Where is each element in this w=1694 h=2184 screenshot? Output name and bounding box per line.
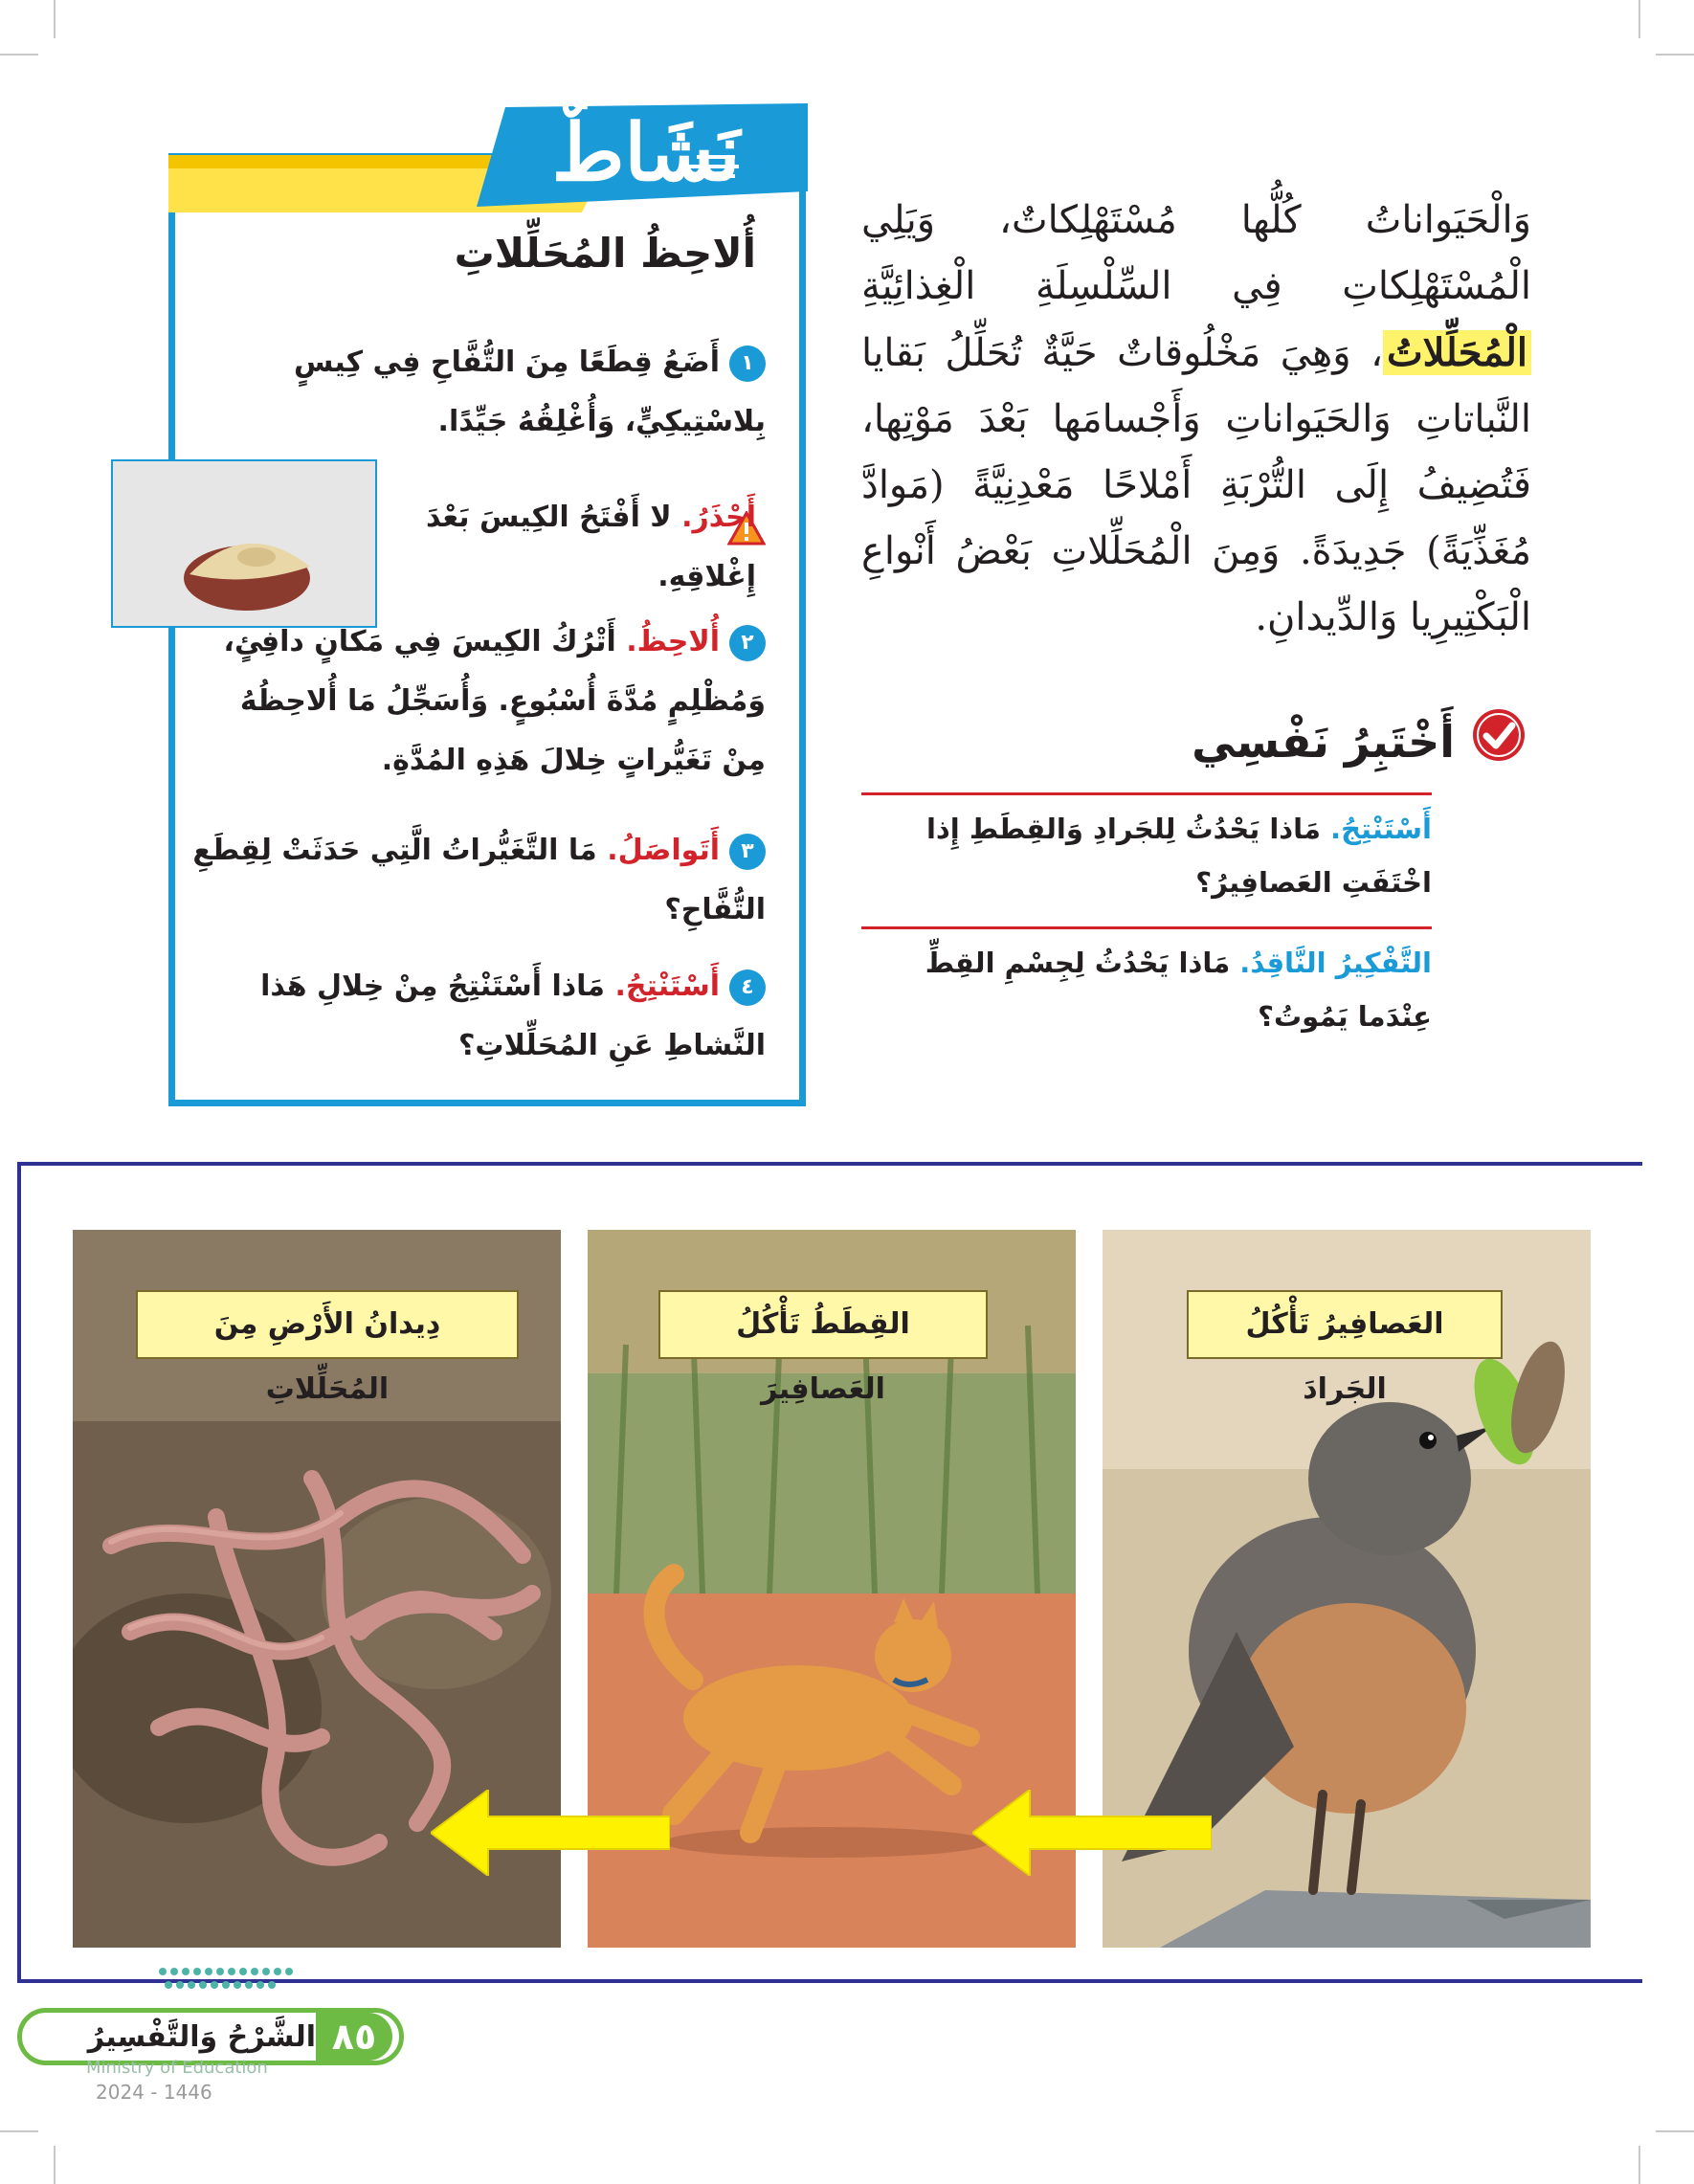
activity-step-3 [191, 821, 766, 940]
crop-mark [1656, 2130, 1694, 2132]
paragraph-text-end: ، وَهِيَ مَخْلُوقاتٌ حَيَّةٌ تُحَلِّلُ بَقايا النَّباتاتِ وَالحَيَواناتِ وَأَجْسامَها بَعْدَ مَوْتِها، فَتُضِيفُ إِلَى التُّرْبَةِ أَمْلاحًا مَعْدِنِيَّةً (مَوادَّ مُغَذِّيَةً) جَدِيدَةً. وَمِنَ الْمُحَلِّلاتِ بَعْضُ أَنْواعِ الْبَكْتِيرِيا وَالدِّيدانِ. [861, 331, 1531, 639]
activity-step-2 [191, 613, 766, 791]
warning-keyword: أَحْذَرُ. [681, 501, 756, 534]
crop-mark [54, 2146, 56, 2184]
activity-heading: أُلاحِظُ المُحَلِّلاتِ [454, 230, 756, 277]
apple-bag-photo [111, 459, 377, 628]
test-yourself-heading: أَخْتَبِرُ نَفْسِي [1192, 716, 1455, 768]
step-text: مَا التَّغَيُّراتُ الَّتِي حَدَثَتْ لِقِطَعِ التُّفَّاحِ؟ [192, 834, 766, 926]
crop-mark [0, 54, 38, 56]
warning-text [392, 488, 756, 607]
crop-mark [1656, 54, 1694, 56]
footer-year: 2024 - 1446 [96, 2081, 212, 2104]
step-keyword: أُلاحِظُ. [626, 625, 720, 658]
ministry-brand-text: Ministry of Education [86, 2058, 268, 2078]
test-question-2 [861, 936, 1432, 1043]
warning-body: لا أَفْتَحُ الكِيسَ بَعْدَ إِغْلاقِهِ. [426, 501, 756, 593]
main-paragraph [861, 188, 1531, 651]
step-text: مَاذا أَسْتَنْتِجُ مِنْ خِلالِ هَذا النَّشاطِ عَنِ المُحَلِّلاتِ؟ [260, 969, 766, 1062]
step-keyword: أَسْتَنْتِجُ. [614, 969, 720, 1003]
step-text: أَتْرُكُ الكِيسَ فِي مَكانٍ دافِئٍ، وَمُظْلِمٍ مُدَّةَ أُسْبُوعٍ. وَأُسَجِّلُ مَا أُلاحِظُهُ مِنْ تَغَيُّراتٍ خِلالَ هَذِهِ المُدَّةِ. [223, 625, 766, 777]
step-number-badge: ١ [729, 345, 766, 382]
activity-step-4 [191, 957, 766, 1076]
crop-mark [0, 2130, 38, 2132]
highlighted-term: الْمُحَلِّلاتُ [1383, 330, 1531, 375]
crop-mark [1638, 0, 1640, 38]
arrow-left-icon [431, 1790, 670, 1876]
step-keyword: أَتَواصَلُ. [607, 834, 720, 867]
step-text: أَضَعُ قِطَعًا مِنَ التُّفَّاحِ فِي كِيسٍ بِلاسْتِيكِيٍّ، وَأُغْلِقُهُ جَيِّدًا. [294, 345, 766, 438]
footer-section-label: الشَّرْحُ وَالتَّفْسِيرُ [87, 2020, 316, 2054]
activity-title: نَشَاطٌ [551, 107, 741, 199]
crop-mark [54, 0, 56, 38]
divider [861, 926, 1432, 929]
photo-caption-bird: العَصافِيرُ تَأْكُلُ الجَرادَ [1187, 1290, 1503, 1359]
step-number-badge: ٤ [729, 969, 766, 1006]
photo-frame-left [17, 1162, 21, 1983]
step-number-badge: ٣ [729, 834, 766, 870]
test-question-1 [861, 802, 1432, 909]
photo-frame-top [17, 1162, 1642, 1166]
question-keyword: أَسْتَنْتِجُ. [1330, 813, 1432, 845]
divider [861, 792, 1432, 795]
apple-slice-image [113, 461, 375, 626]
question-keyword: التَّفْكِيرُ النَّاقِدُ. [1239, 947, 1432, 979]
crop-mark [1638, 2146, 1640, 2184]
page-number: ٨٥ [316, 2013, 392, 2061]
activity-step-1 [191, 333, 766, 452]
ministry-logo-icon [153, 1962, 335, 2000]
question-text: مَاذا يَحْدُثُ لِلجَرادِ وَالقِطَطِ إِذا اخْتَفَتِ العَصافِيرُ؟ [925, 813, 1432, 899]
step-number-badge: ٢ [729, 625, 766, 661]
paragraph-text-start: وَالْحَيَواناتُ كُلُّها مُسْتَهْلِكاتٌ، وَيَلِي الْمُسْتَهْلِكاتِ فِي السِّلْسِلَةِ الْغِذائِيَّةِ [861, 198, 1531, 308]
question-text: مَاذا يَحْدُثُ لِجِسْمِ القِطِّ عِنْدَما يَمُوتُ؟ [925, 947, 1432, 1033]
photo-caption-cat: القِطَطُ تَأْكُلُ العَصافِيرَ [658, 1290, 988, 1359]
arrow-left-icon [972, 1790, 1212, 1876]
checkmark-icon [1470, 706, 1527, 764]
photo-caption-worms: دِيدانُ الأَرْضِ مِنَ المُحَلِّلاتِ [136, 1290, 519, 1359]
